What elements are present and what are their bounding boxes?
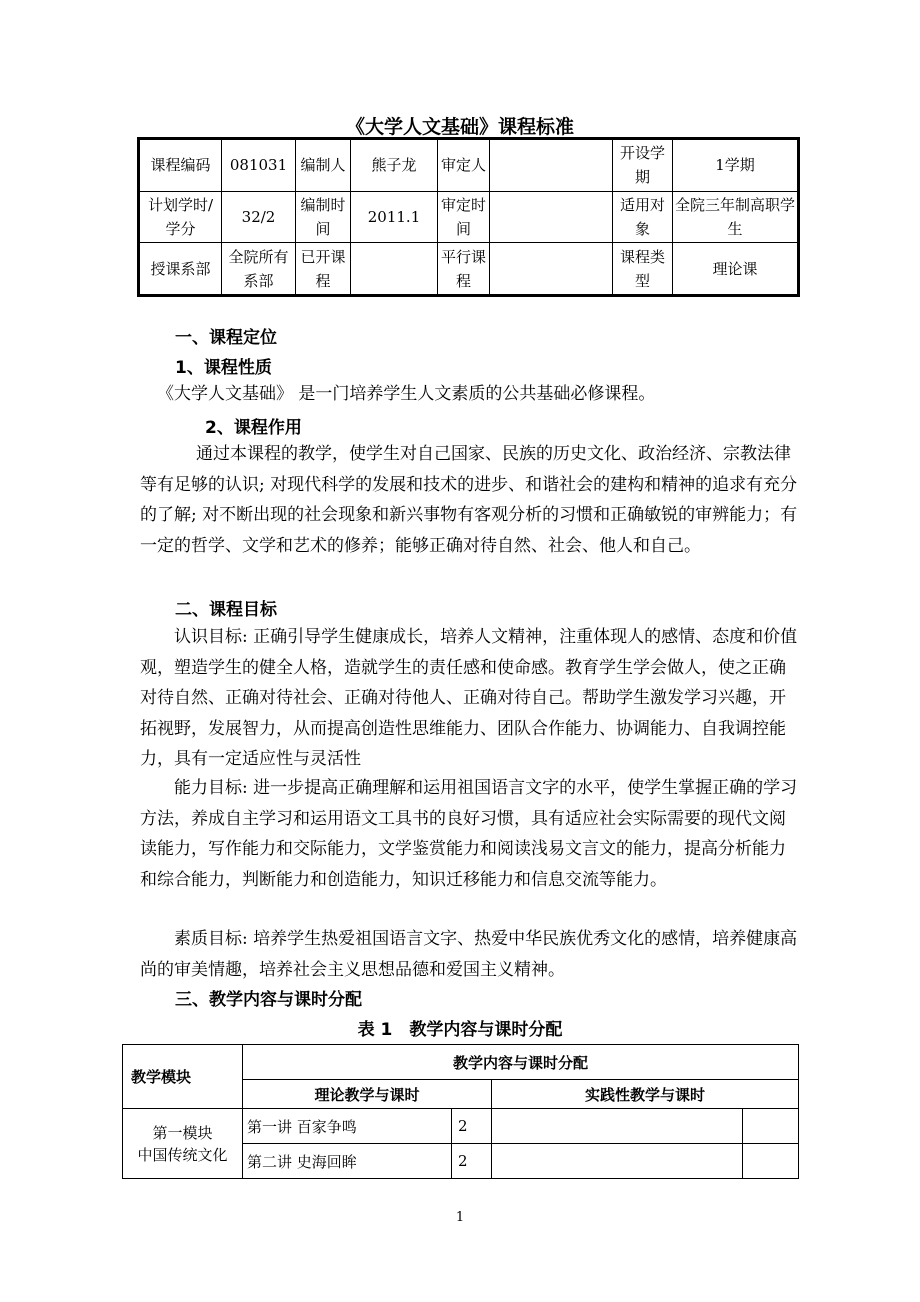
info-cell: 32/2 [222,191,296,243]
paragraph: 《大学人文基础》 是一门培养学生人文素质的公共基础必修课程。 [157,384,656,404]
practice-hours-cell [743,1144,799,1179]
info-cell: 已开课程 [296,243,351,296]
info-cell: 审定人 [438,139,490,192]
module-cell: 第一模块 中国传统文化 [123,1109,243,1179]
info-cell: 平行课程 [438,243,490,296]
info-cell: 081031 [222,139,296,192]
section-heading: 三、教学内容与课时分配 [175,990,362,1010]
lecture-cell: 第一讲 百家争鸣 [243,1109,452,1144]
page-number: 1 [455,1210,465,1225]
header-practice: 实践性教学与课时 [492,1080,799,1109]
table-row [123,1045,799,1080]
practice-cell [492,1109,743,1144]
info-cell [351,243,438,296]
info-cell: 审定时间 [438,191,490,243]
section-heading: 一、课程定位 [175,328,277,348]
document-title: 《大学人文基础》课程标准 [345,116,574,138]
paragraph: 素质目标: 培养学生热爱祖国语言文字、热爱中华民族优秀文化的感情，培养健康高尚的审美情趣，培养社会主义思想品德和爱国主义精神。 [140,929,798,980]
info-cell: 编制时间 [296,191,351,243]
section-heading: 二、课程目标 [175,600,277,620]
info-cell [490,243,613,296]
info-cell: 授课系部 [139,243,222,296]
info-cell: 编制人 [296,139,351,192]
info-cell: 全院三年制高职学生 [673,191,799,243]
paragraph: 能力目标: 进一步提高正确理解和运用祖国语言文字的水平，使学生掌握正确的学习方法，养成自主学习和运用语文工具书的良好习惯，具有适应社会实际需要的现代文阅读能力，写作能力和交际能力，文学鉴赏能力和阅读浅易文言文的能力，提高分析能力和综合能力，判断能力和创造能力，知识迁移能力和信息交流等能力。 [140,778,798,890]
info-row [139,139,799,192]
hours-cell: 2 [452,1144,492,1179]
info-cell: 课程类型 [613,243,673,296]
hours-cell: 2 [452,1109,492,1144]
info-cell: 适用对象 [613,191,673,243]
header-content: 教学内容与课时分配 [243,1045,799,1080]
info-row [139,243,799,296]
practice-hours-cell [743,1109,799,1144]
practice-cell [492,1144,743,1179]
info-cell: 计划学时/学分 [139,191,222,243]
info-cell [490,191,613,243]
header-theory: 理论教学与课时 [243,1080,492,1109]
info-row [139,191,799,243]
subsection-heading: 1、课程性质 [175,358,272,378]
info-cell: 熊子龙 [351,139,438,192]
info-cell: 开设学期 [613,139,673,192]
table-row [123,1109,799,1144]
info-cell: 1学期 [673,139,799,192]
info-cell: 全院所有系部 [222,243,296,296]
info-cell [490,139,613,192]
paragraph: 认识目标: 正确引导学生健康成长，培养人文精神，注重体现人的感情、态度和价值观，塑造学生的健全人格，造就学生的责任感和使命感。教育学生学会做人，使之正确对待自然、正确对待社会、正确对待他人、正确对待自己。帮助学生激发学习兴趣，开拓视野，发展智力，从而提高创造性思维能力、团队合作能力、协调能力、自我调控能力，具有一定适应性与灵活性 [140,627,798,769]
header-module: 教学模块 [123,1045,243,1109]
lecture-cell: 第二讲 史海回眸 [243,1144,452,1179]
subsection-heading: 2、课程作用 [205,418,302,438]
info-cell: 2011.1 [351,191,438,243]
info-cell: 课程编码 [139,139,222,192]
table-caption: 表 1 教学内容与课时分配 [357,1020,563,1040]
paragraph: 通过本课程的教学，使学生对自己国家、民族的历史文化、政治经济、宗教法律等有足够的认识; 对现代科学的发展和技术的进步、和谐社会的建构和精神的追求有充分的了解; 对不断出现的社会现象和新兴事物有客观分析的习惯和正确敏锐的审辨能力；有一定的哲学、文学和艺术的修养；能够正确对待自然、社会、他人和自己。 [140,444,798,556]
course-info-table [137,137,800,297]
info-cell: 理论课 [673,243,799,296]
content-hours-table [122,1044,799,1179]
